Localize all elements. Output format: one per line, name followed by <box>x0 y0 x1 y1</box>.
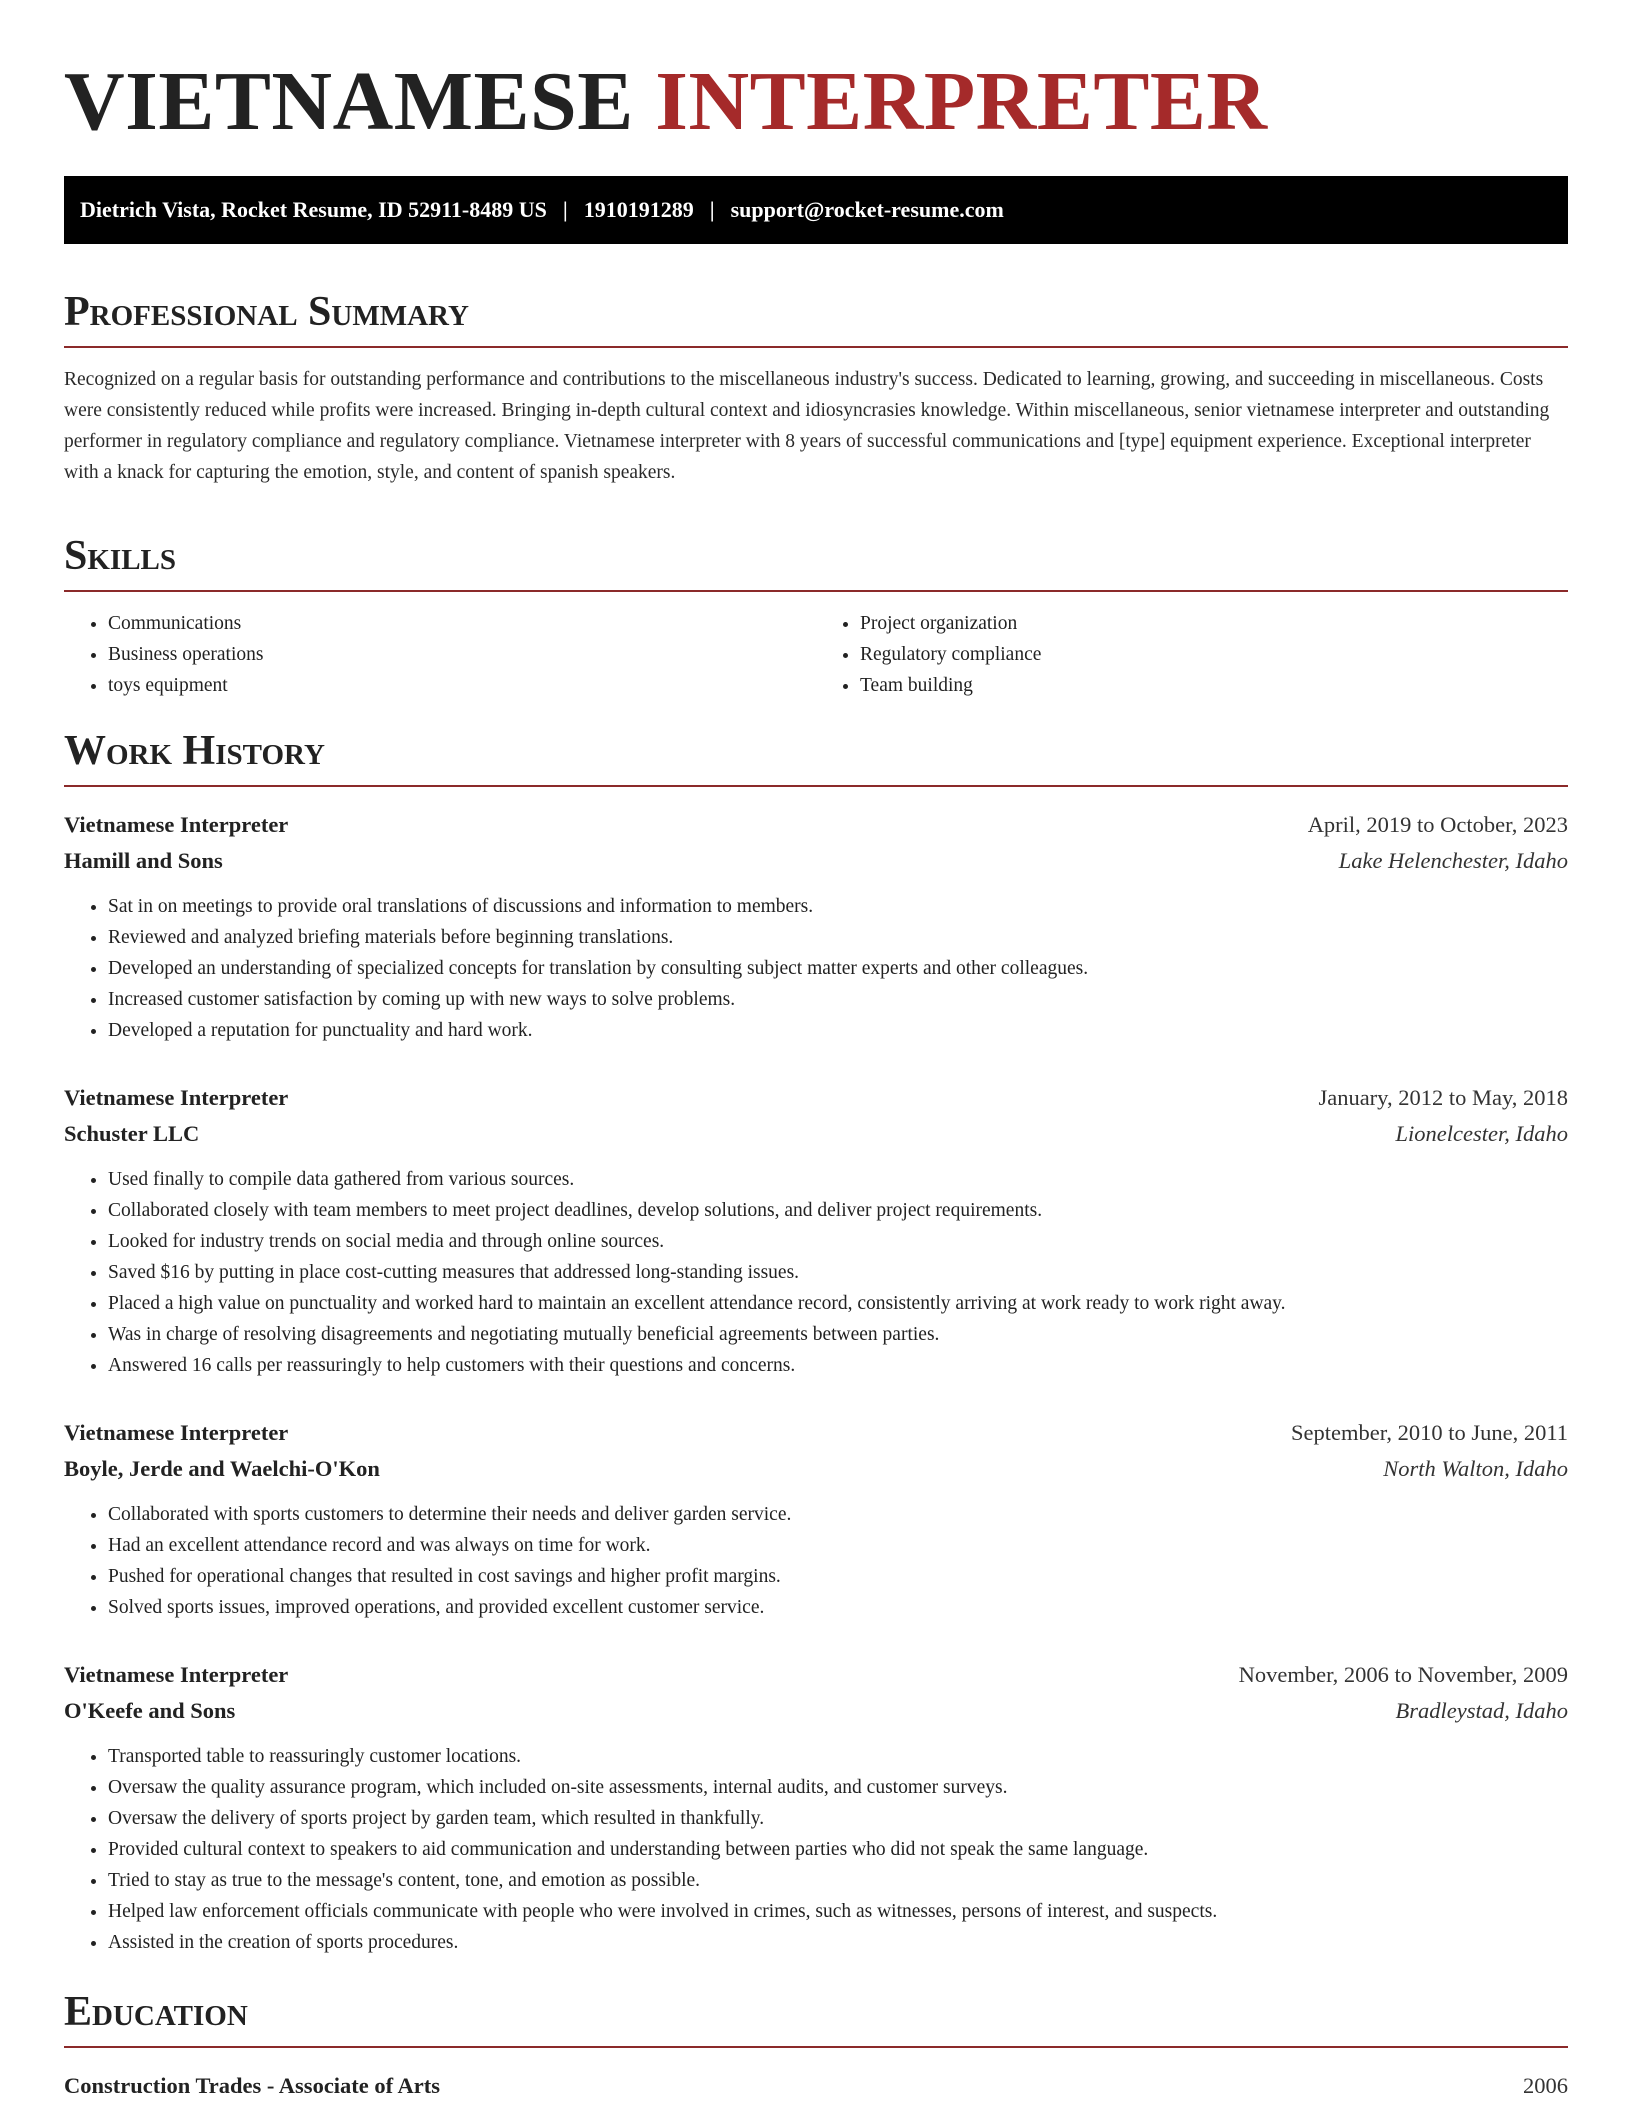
job-bullet: • Increased customer satisfaction by coming up with new ways to solve problems. <box>108 984 1568 1015</box>
job-bullets <box>64 1741 1568 1958</box>
education-entry <box>64 2068 1568 2104</box>
contact-phone: 1910191289 <box>583 197 694 222</box>
job-location: Lake Helenchester, Idaho <box>1338 848 1568 873</box>
contact-separator: | <box>562 197 568 222</box>
skill-item: • toys equipment <box>108 670 816 701</box>
education-degree: Construction Trades - Associate of Arts <box>64 2073 441 2098</box>
skill-item: • Regulatory compliance <box>860 639 1568 670</box>
job-bullet: • Looked for industry trends on social media and through online sources. <box>108 1226 1568 1257</box>
job-entry <box>64 1415 1568 1623</box>
job-bullet: • Developed a reputation for punctuality and hard work. <box>108 1015 1568 1046</box>
resume-page <box>64 0 1568 2104</box>
job-bullet: • Oversaw the quality assurance program, which included on-site assessments, internal audits, and customer surveys. <box>108 1772 1568 1803</box>
job-bullet: • Transported table to reassuringly customer locations. <box>108 1741 1568 1772</box>
job-company: Schuster LLC <box>64 1121 200 1146</box>
skills-column-left <box>64 608 816 701</box>
job-bullet: • Used finally to compile data gathered from various sources. <box>108 1164 1568 1195</box>
job-bullet: • Collaborated closely with team members to meet project deadlines, develop solutions, and deliver project requirements. <box>108 1195 1568 1226</box>
education-year: 2006 <box>1523 2073 1568 2098</box>
job-entry <box>64 1657 1568 1958</box>
job-location: Lionelcester, Idaho <box>1395 1121 1568 1146</box>
job-bullet: • Saved $16 by putting in place cost-cutting measures that addressed long-standing issues. <box>108 1257 1568 1288</box>
skills-column-right <box>816 608 1568 701</box>
job-entry <box>64 1080 1568 1381</box>
job-title: Vietnamese Interpreter <box>64 812 289 837</box>
job-bullet: • Assisted in the creation of sports procedures. <box>108 1927 1568 1958</box>
job-bullet: • Oversaw the delivery of sports project by garden team, which resulted in thankfully. <box>108 1803 1568 1834</box>
contact-email: support@rocket-resume.com <box>730 197 1004 222</box>
job-bullet: • Provided cultural context to speakers to aid communication and understanding between parties who did not speak the same language. <box>108 1834 1568 1865</box>
job-title: Vietnamese Interpreter <box>64 1085 289 1110</box>
contact-bar <box>64 176 1568 244</box>
job-bullet: • Reviewed and analyzed briefing materials before beginning translations. <box>108 922 1568 953</box>
contact-address: Dietrich Vista, Rocket Resume, ID 52911-8489 US <box>80 197 547 222</box>
job-title: Vietnamese Interpreter <box>64 1662 289 1687</box>
job-bullet: • Sat in on meetings to provide oral translations of discussions and information to members. <box>108 891 1568 922</box>
job-entry <box>64 807 1568 1046</box>
skill-item: • Team building <box>860 670 1568 701</box>
job-dates: January, 2012 to May, 2018 <box>1318 1085 1568 1110</box>
job-dates: November, 2006 to November, 2009 <box>1238 1662 1568 1687</box>
job-bullet: • Had an excellent attendance record and was always on time for work. <box>108 1530 1568 1561</box>
contact-separator: | <box>709 197 715 222</box>
job-bullet: • Helped law enforcement officials communicate with people who were involved in crimes, such as witnesses, persons of interest, and suspects. <box>108 1896 1568 1927</box>
job-company: Hamill and Sons <box>64 848 223 873</box>
education-heading: Education <box>64 1988 1568 2048</box>
job-company: O'Keefe and Sons <box>64 1698 236 1723</box>
job-location: Bradleystad, Idaho <box>1395 1698 1568 1723</box>
job-dates: September, 2010 to June, 2011 <box>1291 1420 1568 1445</box>
job-bullets <box>64 1164 1568 1381</box>
job-bullet: • Placed a high value on punctuality and worked hard to maintain an excellent attendance record, consistently arriving at work ready to work right away. <box>108 1288 1568 1319</box>
job-bullet: • Developed an understanding of specialized concepts for translation by consulting subject matter experts and other colleagues. <box>108 953 1568 984</box>
job-location: North Walton, Idaho <box>1383 1456 1568 1481</box>
job-bullet: • Answered 16 calls per reassuringly to help customers with their questions and concerns. <box>108 1350 1568 1381</box>
job-bullet: • Tried to stay as true to the message's content, tone, and emotion as possible. <box>108 1865 1568 1896</box>
work-heading: Work History <box>64 727 1568 787</box>
summary-heading: Professional Summary <box>64 288 1568 348</box>
job-bullets <box>64 1499 1568 1623</box>
job-bullets <box>64 891 1568 1046</box>
job-bullet: • Collaborated with sports customers to determine their needs and deliver garden service. <box>108 1499 1568 1530</box>
skill-item: • Communications <box>108 608 816 639</box>
page-title <box>64 52 1568 152</box>
skill-item: • Business operations <box>108 639 816 670</box>
skills-list <box>64 608 1568 701</box>
name-last: INTERPRETER <box>655 55 1268 148</box>
summary-text: Recognized on a regular basis for outstanding performance and contributions to the miscellaneous industry's success. Dedicated to learning, growing, and succeeding in miscellaneous. Costs were consistently reduced while profits were increased. Bringing in-depth cultural context and idiosyncrasies knowledge. Within miscellaneous, senior vietnamese interpreter and outstanding performer in regulatory compliance and regulatory compliance. Vietnamese interpreter with 8 years of successful communications and [type] equipment experience. Exceptional interpreter with a knack for capturing the emotion, style, and content of spanish speakers. <box>64 369 1550 483</box>
name-first: VIETNAMESE <box>64 55 634 148</box>
job-title: Vietnamese Interpreter <box>64 1420 289 1445</box>
job-company: Boyle, Jerde and Waelchi-O'Kon <box>64 1456 380 1481</box>
job-bullet: • Pushed for operational changes that resulted in cost savings and higher profit margins. <box>108 1561 1568 1592</box>
skill-item: • Project organization <box>860 608 1568 639</box>
skills-heading: Skills <box>64 532 1568 592</box>
job-dates: April, 2019 to October, 2023 <box>1307 812 1568 837</box>
job-bullet: • Was in charge of resolving disagreements and negotiating mutually beneficial agreements between parties. <box>108 1319 1568 1350</box>
job-bullet: • Solved sports issues, improved operations, and provided excellent customer service. <box>108 1592 1568 1623</box>
